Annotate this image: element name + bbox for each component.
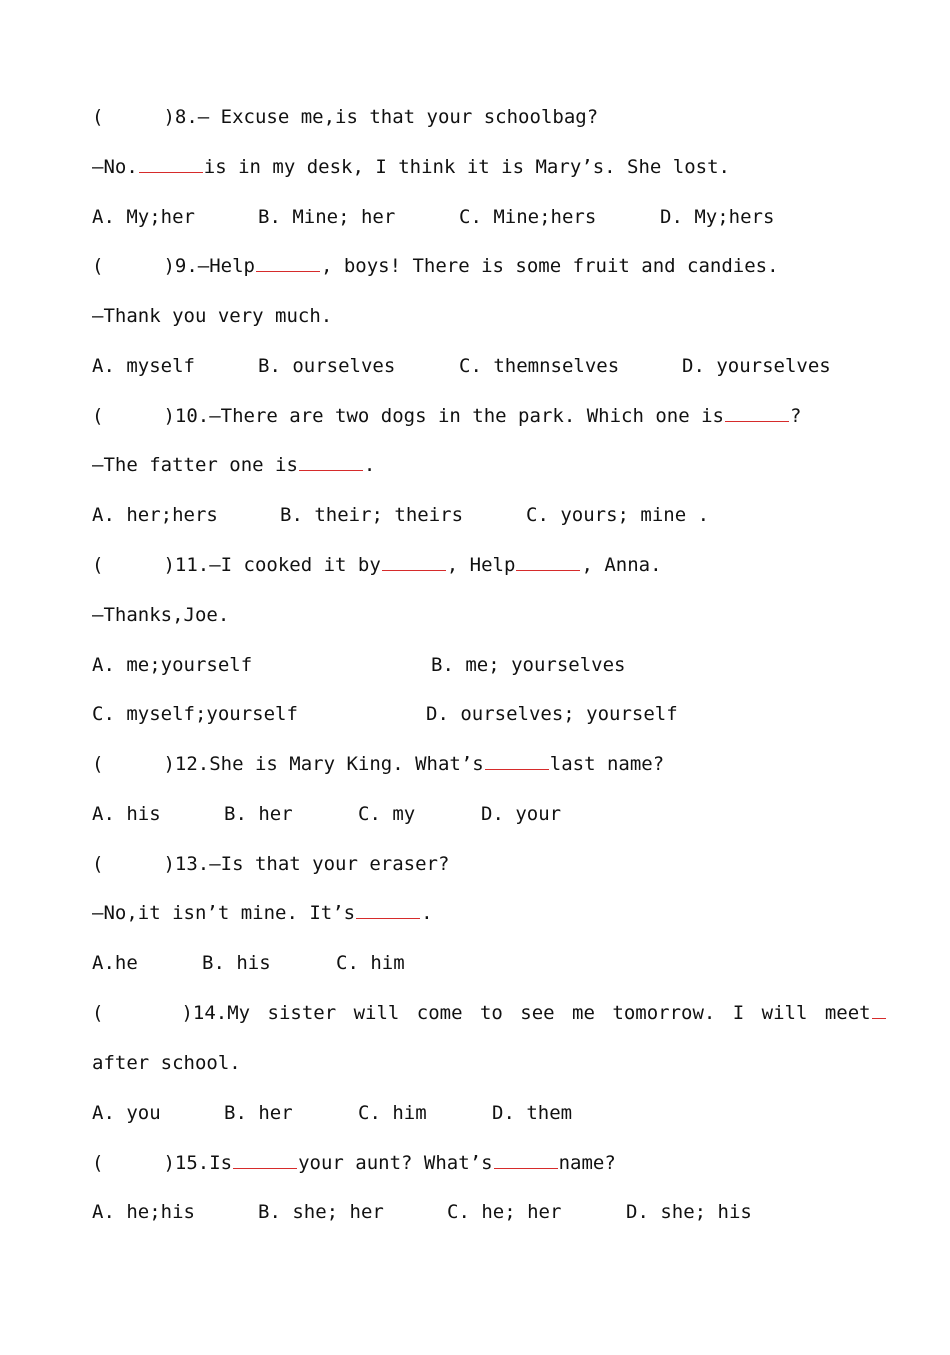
option-c[interactable]: C. he; her	[447, 1201, 562, 1223]
option-b[interactable]: B. she; her	[258, 1201, 384, 1223]
question-8-reply: —No. is in my desk, I think it is Mary’s. She lost.	[92, 156, 730, 178]
answer-paren: (	[92, 255, 104, 277]
option-c[interactable]: C. Mine;hers	[459, 206, 597, 228]
option-d[interactable]: D. them	[492, 1102, 573, 1124]
option-d[interactable]: D. ourselves; yourself	[426, 703, 678, 725]
question-9-options	[92, 353, 852, 379]
option-a[interactable]: A. his	[92, 803, 161, 825]
option-a[interactable]: A. My;her	[92, 206, 195, 228]
answer-paren: (	[92, 106, 104, 128]
answer-blank[interactable]	[485, 751, 549, 770]
option-d[interactable]: D. your	[481, 803, 562, 825]
question-15-stem: ( )15.Is your aunt? What’s name?	[92, 1152, 616, 1174]
question-8-options	[92, 204, 852, 230]
option-b[interactable]: B. his	[202, 952, 271, 974]
question-13-reply: —No,it isn’t mine. It’s .	[92, 902, 433, 924]
option-a[interactable]: A. me;yourself	[92, 654, 253, 676]
answer-blank[interactable]	[872, 1000, 886, 1019]
question-12-stem: ( )12.She is Mary King. What’s last name?	[92, 753, 665, 775]
option-b[interactable]: B. her	[224, 803, 293, 825]
question-14-continuation: after school.	[92, 1052, 241, 1074]
question-11-stem: ( )11.—I cooked it by , Help , Anna.	[92, 554, 662, 576]
option-a[interactable]: A. you	[92, 1102, 161, 1124]
question-15-options	[92, 1199, 852, 1225]
answer-paren: (	[92, 853, 104, 875]
question-10-stem: ( )10.—There are two dogs in the park. Which one is ?	[92, 405, 802, 427]
answer-paren: (	[92, 554, 104, 576]
question-9-reply: —Thank you very much.	[92, 305, 333, 327]
option-d[interactable]: D. My;hers	[660, 206, 775, 228]
answer-blank[interactable]	[356, 900, 420, 919]
option-c[interactable]: C. themnselves	[459, 355, 620, 377]
question-11-options-row1	[92, 652, 852, 678]
question-11-reply: —Thanks,Joe.	[92, 604, 230, 626]
option-b[interactable]: B. their; theirs	[280, 504, 464, 526]
option-a[interactable]: A. her;hers	[92, 504, 218, 526]
question-13-stem: ( )13.—Is that your eraser?	[92, 853, 450, 875]
question-text: )8.— Excuse me,is that your schoolbag?	[163, 106, 599, 128]
option-a[interactable]: A. myself	[92, 355, 195, 377]
answer-paren: (	[92, 405, 104, 427]
answer-paren: (	[92, 1002, 104, 1024]
answer-paren: (	[92, 753, 104, 775]
question-11-options-row2	[92, 701, 852, 727]
answer-blank[interactable]	[139, 154, 203, 173]
answer-paren: (	[92, 1152, 104, 1174]
option-b[interactable]: B. Mine; her	[258, 206, 396, 228]
option-d[interactable]: D. she; his	[626, 1201, 752, 1223]
option-b[interactable]: B. me; yourselves	[431, 654, 626, 676]
option-c[interactable]: C. him	[336, 952, 405, 974]
question-14-options	[92, 1100, 852, 1126]
option-a[interactable]: A. he;his	[92, 1201, 195, 1223]
answer-blank[interactable]	[256, 253, 320, 272]
option-d[interactable]: D. yourselves	[682, 355, 831, 377]
answer-blank[interactable]	[494, 1150, 558, 1169]
option-a[interactable]: A.he	[92, 952, 138, 974]
question-13-options	[92, 950, 852, 976]
question-9-stem: ( )9.—Help , boys! There is some fruit and candies.	[92, 255, 779, 277]
option-b[interactable]: B. ourselves	[258, 355, 396, 377]
answer-blank[interactable]	[725, 403, 789, 422]
option-c[interactable]: C. myself;yourself	[92, 703, 298, 725]
option-c[interactable]: C. my	[358, 803, 416, 825]
option-c[interactable]: C. yours; mine .	[526, 504, 710, 526]
question-12-options	[92, 801, 852, 827]
question-10-reply: —The fatter one is .	[92, 454, 376, 476]
option-c[interactable]: C. him	[358, 1102, 427, 1124]
option-b[interactable]: B. her	[224, 1102, 293, 1124]
question-8-stem	[92, 104, 598, 130]
answer-blank[interactable]	[299, 452, 363, 471]
question-10-options	[92, 502, 852, 528]
answer-blank[interactable]	[233, 1150, 297, 1169]
answer-blank[interactable]	[516, 552, 580, 571]
answer-blank[interactable]	[382, 552, 446, 571]
question-14-stem: ( )14.My sister will come to see me tomorrow. I will meet	[92, 1000, 887, 1026]
